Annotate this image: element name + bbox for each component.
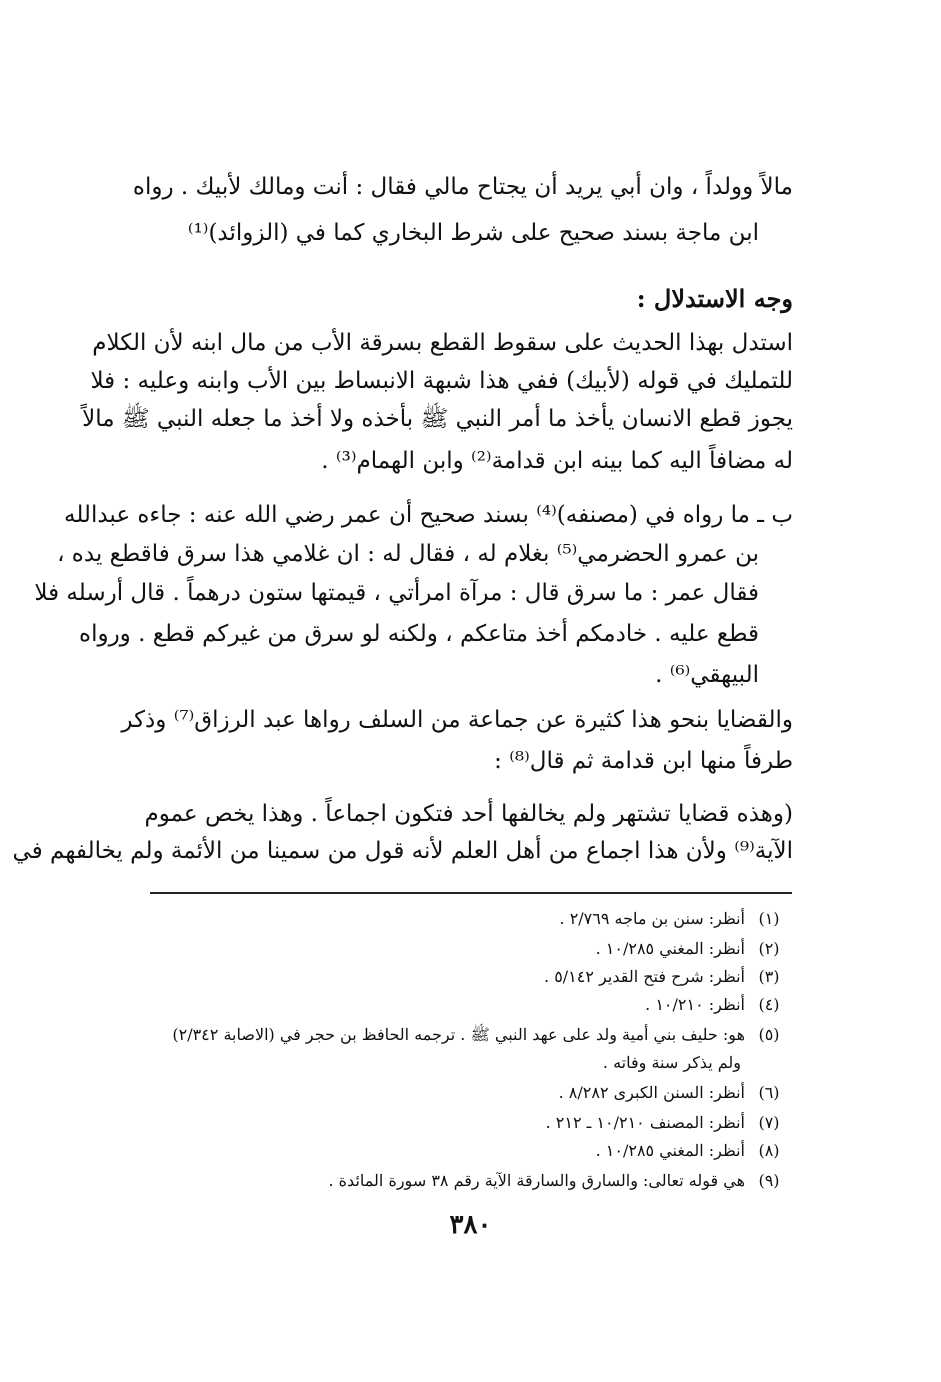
body-line-8: بن عمرو الحضرمي⁽⁵⁾ بغلام له ، فقال له : ان غلامي هذا سرق فاقطع يده ،	[57, 541, 759, 567]
footnote-number: (٧)	[758, 1113, 780, 1132]
footnote-7	[546, 1112, 793, 1134]
footnote-text: هي قوله تعالى: والسارق والسارقة الآية رقم ٣٨ سورة المائدة .	[328, 1171, 745, 1190]
footnote-4	[645, 994, 793, 1016]
footnote-text: هو: حليف بني أمية ولد على عهد النبي ﷺ . ترجمه الحافظ بن حجر في (الاصابة ٢/٣٤٢)	[172, 1025, 745, 1044]
footnote-6	[559, 1082, 793, 1104]
body-line-7: ب ـ ما رواه في (مصنفه)⁽⁴⁾ بسند صحيح أن عمر رضي الله عنه : جاءه عبدالله	[63, 502, 793, 528]
body-line-10: قطع عليه . خادمكم أخذ متاعكم ، ولكنه لو سرق من غيركم قطع . ورواه	[79, 621, 759, 647]
footnote-number: (٣)	[758, 967, 780, 986]
footnote-text: أنظر: شرح فتح القدير ٥/١٤٢ .	[544, 967, 745, 986]
body-line-12: والقضايا بنحو هذا كثيرة عن جماعة من السلف رواها عبد الرزاق⁽⁷⁾ وذكر	[121, 707, 793, 733]
footnote-text: أنظر: سنن بن ماجه ٢/٧٦٩ .	[559, 909, 745, 928]
footnote-text: أنظر: المغني ١٠/٢٨٥ .	[595, 1141, 745, 1160]
footnote-text: أنظر: ١٠/٢١٠ .	[645, 995, 745, 1014]
page-number: ٣٨٠	[449, 1210, 492, 1240]
body-line-14: (وهذه قضايا تشتهر ولم يخالفها أحد فتكون اجماعاً . وهذا يخص عموم	[144, 801, 793, 827]
footnote-5	[172, 1024, 793, 1046]
footnote-5-continuation: ولم يذكر سنة وفاته .	[602, 1053, 741, 1072]
footnote-number: (١)	[758, 909, 780, 928]
footnote-number: (٥)	[758, 1025, 780, 1044]
footnote-text: أنظر: المصنف ١٠/٢١٠ ـ ٢١٢ .	[545, 1113, 745, 1132]
footnote-number: (٦)	[758, 1083, 780, 1102]
body-line-11: البيهقي⁽⁶⁾ .	[655, 662, 759, 688]
footnote-9	[329, 1170, 794, 1192]
section-heading: وجه الاستدلال :	[636, 284, 793, 313]
footnote-text: أنظر: المغني ١٠/٢٨٥ .	[595, 939, 745, 958]
body-line-6: له مضافاً اليه كما بينه ابن قدامة⁽²⁾ وابن الهمام⁽³⁾ .	[321, 448, 793, 474]
footnote-separator	[150, 892, 792, 894]
footnote-8	[596, 1140, 793, 1162]
body-line-1: مالاً وولداً ، وان أبي يريد أن يجتاح مالي فقال : أنت ومالك لأبيك . رواه	[132, 174, 793, 200]
footnote-number: (٤)	[758, 995, 780, 1014]
footnote-number: (٨)	[758, 1141, 780, 1160]
body-line-5: يجوز قطع الانسان يأخذ ما أمر النبي ﷺ بأخذه ولا أخذ ما جعله النبي ﷺ مالاً	[82, 406, 793, 432]
footnote-2	[596, 938, 793, 960]
body-line-9: فقال عمر : ما سرق قال : مرآة امرأتي ، قيمتها ستون درهماً . قال أرسله فلا	[34, 580, 759, 606]
body-line-15: الآية⁽⁹⁾ ولأن هذا اجماع من أهل العلم لأنه قول من سمينا من الأئمة ولم يخالفهم في	[12, 838, 793, 864]
body-line-2: ابن ماجة بسند صحيح على شرط البخاري كما في (الزوائد)⁽¹⁾	[187, 220, 759, 246]
footnote-1	[560, 908, 793, 930]
body-line-3: استدل بهذا الحديث على سقوط القطع بسرقة الأب من مال ابنه لأن الكلام	[92, 330, 793, 356]
footnote-number: (٢)	[758, 939, 780, 958]
body-line-13: طرفاً منها ابن قدامة ثم قال⁽⁸⁾ :	[494, 748, 793, 774]
body-line-4: للتمليك في قوله (لأبيك) ففي هذا شبهة الانبساط بين الأب وابنه وعليه : فلا	[90, 368, 793, 394]
footnote-3	[544, 966, 793, 988]
footnote-number: (٩)	[758, 1171, 780, 1190]
footnote-text: أنظر: السنن الكبرى ٨/٢٨٢ .	[558, 1083, 745, 1102]
